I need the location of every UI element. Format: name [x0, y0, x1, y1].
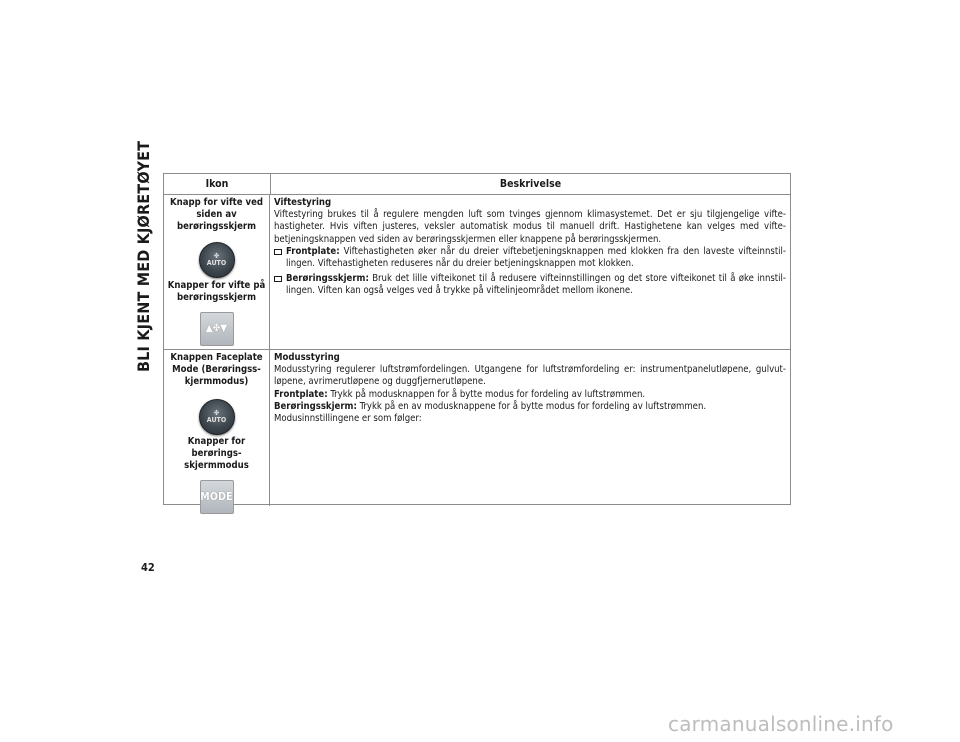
icon-label: Knappen Faceplate Mode (Berøringss-kjermmodus)	[170, 352, 263, 388]
row-title: Modusstyring	[274, 352, 340, 363]
knob-auto-label: AUTO	[206, 415, 227, 424]
bullet-item	[274, 273, 786, 297]
info-table	[163, 173, 791, 505]
table-header	[164, 174, 790, 195]
header-icon: Ikon	[164, 174, 271, 194]
bullet-text: Frontplate: Viftehastigheten øker når du dreier viftebetjeningsknappen med klokken fra den laveste vifteinnstil-lingen. Viftehastigheten reduseres når du dreier betjeningsknappen mot klokken.	[286, 245, 787, 270]
page-number: 42	[141, 561, 155, 574]
icon-label: Knapper for berørings-skjermmodus	[184, 435, 249, 472]
icon-label: Knapper for vifte på berøringsskjerm	[167, 279, 266, 303]
mode-button-icon: MODE	[200, 480, 234, 514]
knob-auto-label: AUTO	[206, 258, 227, 267]
row-line: Frontplate: Trykk på modusknappen for å bytte modus for fordeling av luftstrømmen.	[274, 388, 646, 400]
mode-knob-icon	[199, 399, 235, 435]
description-cell	[270, 195, 790, 349]
bullet-square-icon	[274, 249, 282, 255]
side-section-title: BLI KJENT MED KJØRETØYET	[134, 140, 153, 372]
bullet-text: Berøringsskjerm: Bruk det lille vifteikonet til å redusere vifteinnstillingen og det store vifteikonet til å øke innstil-lingen. Viften kan også velges ved å trykke på viftelinjeområdet mellom ikonene.	[286, 273, 786, 297]
knob-fan-glyph: ✤	[213, 251, 220, 260]
row-body: Viftestyring brukes til å regulere mengden luft som tvinges gjennom klimasystemet. Det er sju tilgjengelige vifte-hastigheter. Hvis viften justeres, veksler automatisk modus til manuell drift. Hastighetene kan velges med vifte-betjeningsknappen ved siden av berøringsskjermen eller knappene på berøringsskjermen.	[274, 209, 786, 245]
table-row	[164, 195, 790, 350]
icon-cell	[164, 195, 270, 349]
knob-mode-glyph: ✤	[213, 408, 220, 417]
row-title: Viftestyring	[274, 197, 332, 208]
bullet-item	[274, 246, 786, 270]
watermark: carmanualsonline.info	[668, 712, 894, 736]
header-description: Beskrivelse	[499, 178, 562, 190]
bullet-square-icon	[274, 276, 282, 282]
row-body: Modusstyring regulerer luftstrømfordelingen. Utgangene for luftstrømfordeling er: instrumentpanelutløpene, gulvut-løpene, avrimerutløpene og duggfjernerutløpene.	[274, 364, 786, 388]
fan-up-down-icon: ▲✤▼	[200, 312, 234, 346]
description-cell	[270, 350, 790, 506]
row-line: Berøringsskjerm: Trykk på en av modusknappene for å bytte modus for fordeling av luftstrømmen.	[274, 400, 707, 412]
table-row	[164, 350, 790, 506]
row-footer: Modusinnstillingene er som følger:	[274, 413, 422, 425]
icon-label: Knapp for vifte ved siden av berøringsskjerm	[169, 197, 264, 233]
icon-cell	[164, 350, 270, 506]
fan-knob-icon	[199, 242, 235, 278]
